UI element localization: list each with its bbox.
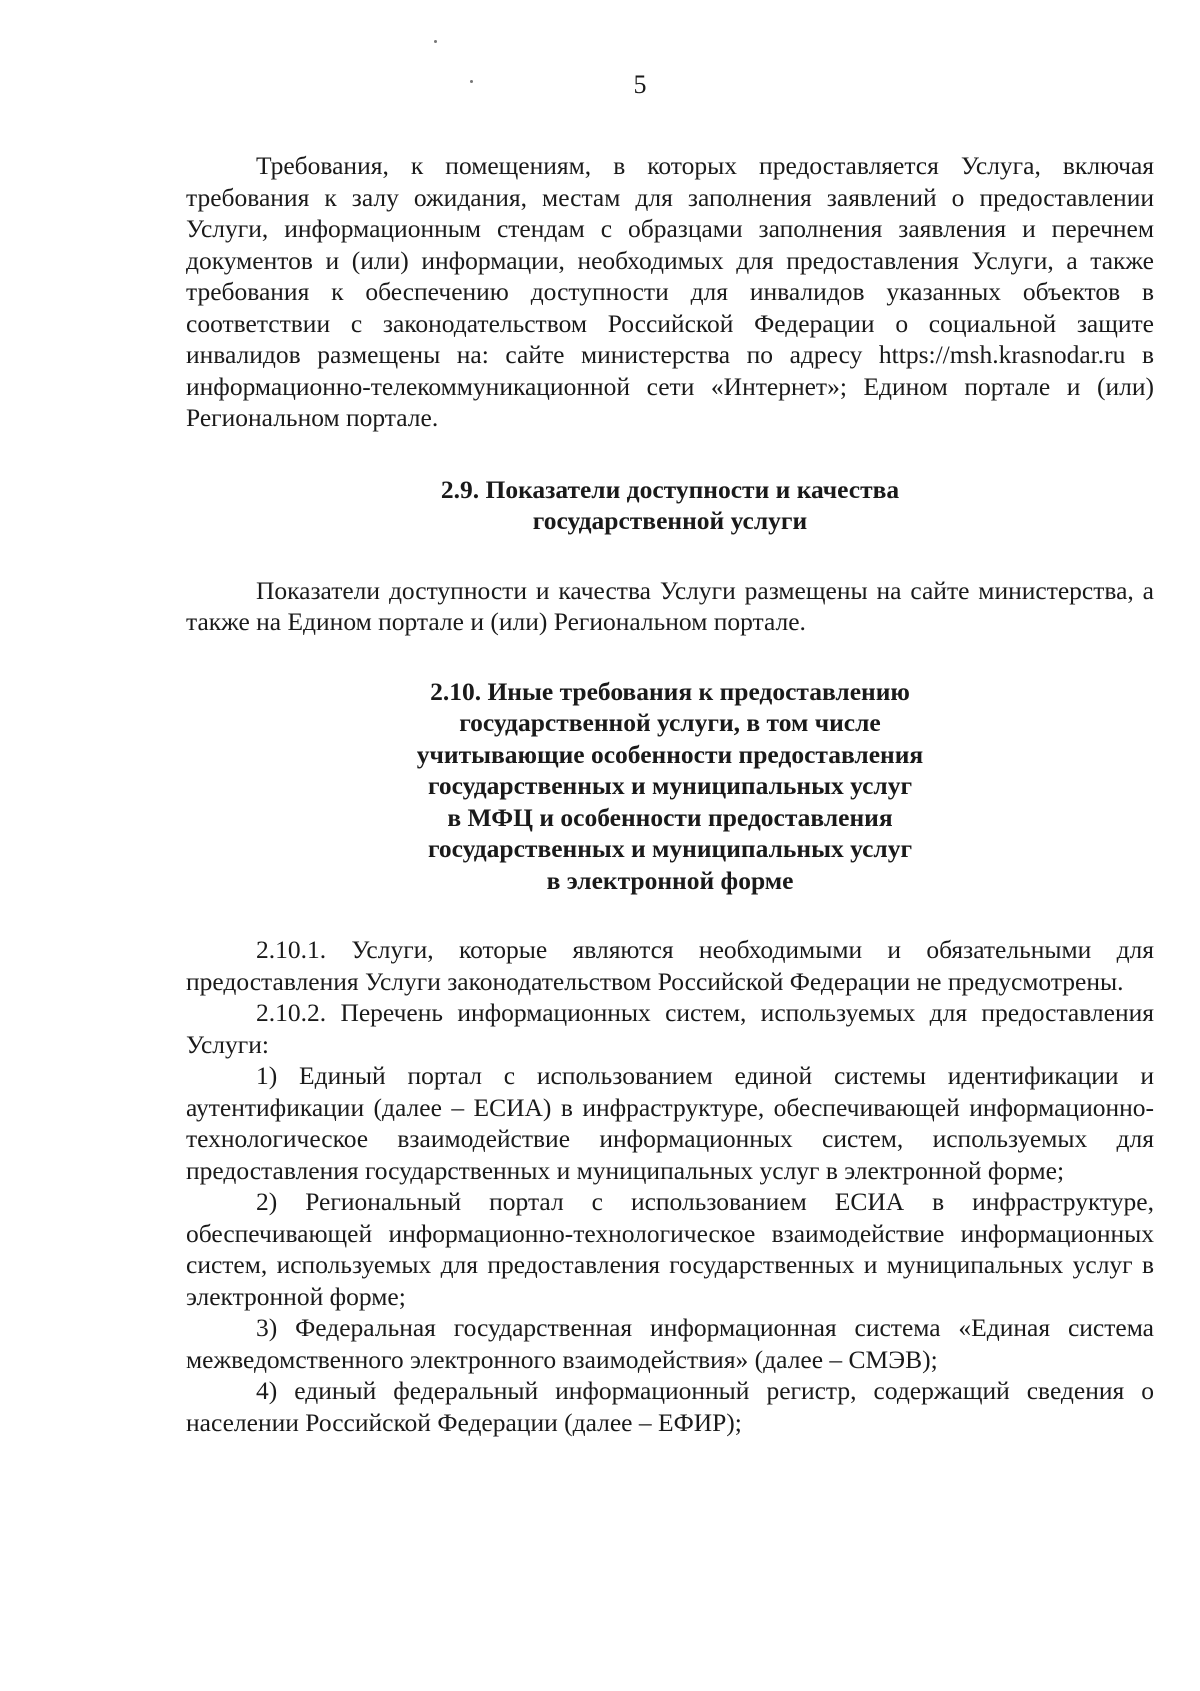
intro-paragraph: Требования, к помещениям, в которых предоставляется Услуга, включая требования к залу ожидания, местам для заполнения заявлений о предоставлении Услуги, информационным стендам с образцами заполнения заявления и перечнем документов и (или) информации, необходимых для предоставления Услуги, а также требования к обеспечению доступности для инвалидов указанных объектов в соответствии с законодательством Российской Федерации о социальной защите инвалидов размещены на: сайте министерства по адресу https://msh.krasnodar.ru в информационно-телекоммуникационной сети «Интернет»; Едином портале и (или) Региональном портале. xyxy=(186,151,1154,432)
section-2-9-heading xyxy=(186,474,1154,537)
list-item: 3) Федеральная государственная информационная система «Единая система межведомственного электронного взаимодействия» (далее – СМЭВ); xyxy=(186,1313,1154,1374)
heading-line: в электронной форме xyxy=(546,865,794,895)
paragraph-2-10-2: 2.10.2. Перечень информационных систем, используемых для предоставления Услуги: xyxy=(186,998,1154,1059)
heading-line: в МФЦ и особенности предоставления xyxy=(447,802,893,832)
section-2-10-heading xyxy=(186,676,1154,897)
heading-line: государственной услуги, в том числе xyxy=(459,708,881,737)
list-item: 4) единый федеральный информационный регистр, содержащий сведения о населении Российской Федерации (далее – ЕФИР); xyxy=(186,1376,1154,1437)
document-body xyxy=(186,150,1154,1438)
list-item: 2) Региональный портал с использованием ЕСИА в инфраструктуре, обеспечивающей информационно-технологическое взаимодействие информационных систем, используемых для предоставления государственных и муниципальных услуг в электронной форме; xyxy=(186,1187,1154,1311)
page-number: 5 xyxy=(633,70,647,99)
heading-line: учитывающие особенности предоставления xyxy=(416,739,924,769)
section-2-9-paragraph: Показатели доступности и качества Услуги размещены на сайте министерства, а также на Едином портале и (или) Региональном портале. xyxy=(186,575,1154,636)
heading-line: 2.10. Иные требования к предоставлению xyxy=(430,676,910,706)
heading-line: 2.9. Показатели доступности и качества xyxy=(440,474,900,504)
heading-line: государственных и муниципальных услуг xyxy=(427,771,913,800)
list-item: 1) Единый портал с использованием единой системы идентификации и аутентификации (далее – ЕСИА) в инфраструктуре, обеспечивающей информационно-технологическое взаимодействие информационных систем, используемых для предоставления государственных и муниципальных услуг в электронной форме; xyxy=(186,1061,1154,1185)
paragraph-2-10-1: 2.10.1. Услуги, которые являются необходимыми и обязательными для предоставления Услуги законодательством Российской Федерации не предусмотрены. xyxy=(186,935,1154,996)
scan-speck xyxy=(434,40,437,43)
heading-line: государственных и муниципальных услуг xyxy=(427,834,913,863)
heading-line: государственной услуги xyxy=(532,506,808,535)
